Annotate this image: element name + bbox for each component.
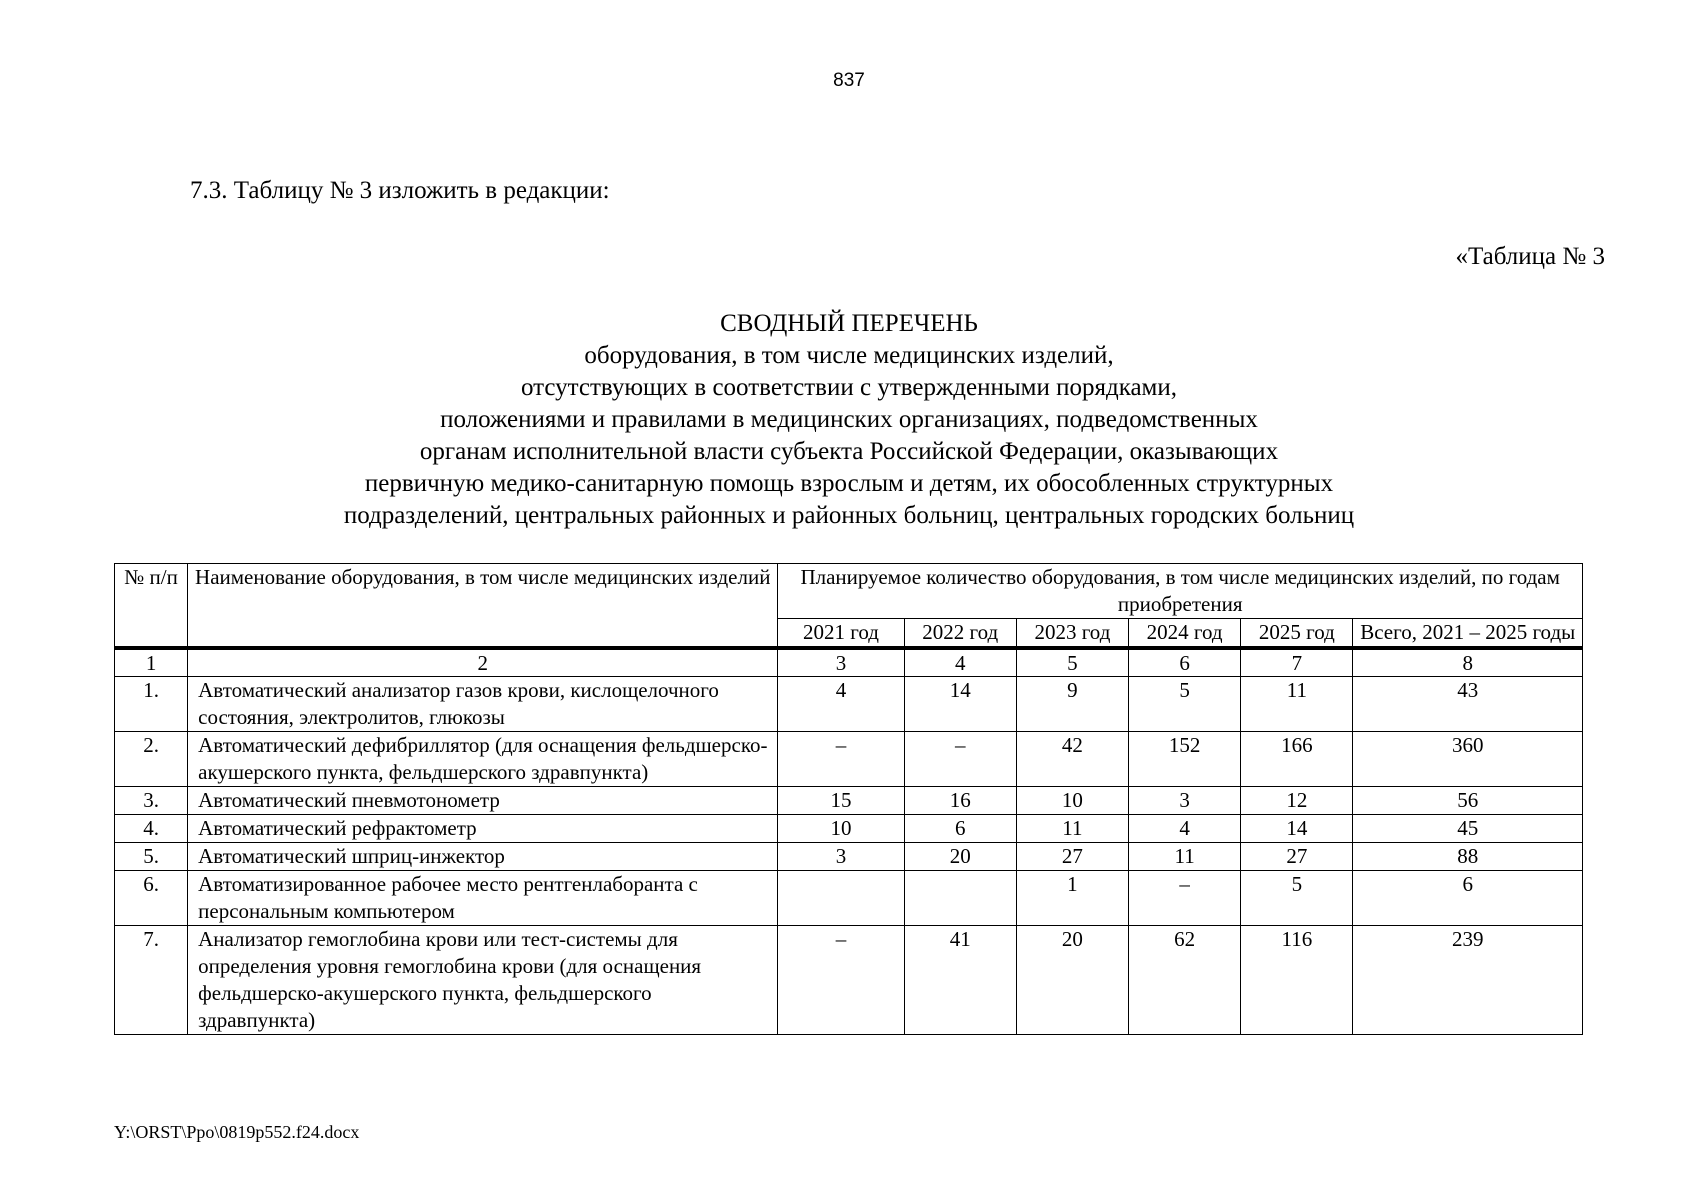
header-year: 2021 год — [778, 619, 904, 649]
header-year: 2024 год — [1129, 619, 1241, 649]
header-name: Наименование оборудования, в том числе медицинских изделий — [188, 564, 778, 649]
row-total: 360 — [1353, 732, 1583, 787]
column-number: 3 — [778, 648, 904, 677]
column-number: 7 — [1241, 648, 1353, 677]
row-value-2023: 42 — [1016, 732, 1128, 787]
intro-paragraph: 7.3. Таблицу № 3 изложить в редакции: — [190, 177, 610, 204]
table-row — [115, 843, 1583, 871]
document-title — [0, 308, 1698, 532]
row-name: Анализатор гемоглобина крови или тест-системы для определения уровня гемоглобина крови (для оснащения фельдшерско-акушерского пункта, фельдшерского здравпункта) — [188, 926, 778, 1035]
column-number: 4 — [904, 648, 1016, 677]
row-value-2025: 5 — [1241, 871, 1353, 926]
row-value-2023: 10 — [1016, 787, 1128, 815]
header-no: № п/п — [115, 564, 188, 649]
row-value-2025: 116 — [1241, 926, 1353, 1035]
row-total: 43 — [1353, 677, 1583, 732]
title-line: первичную медико-санитарную помощь взрослым и детям, их обособленных структурных — [364, 470, 1334, 497]
row-value-2021: – — [778, 926, 904, 1035]
row-value-2023: 11 — [1016, 815, 1128, 843]
column-number: 6 — [1129, 648, 1241, 677]
table-row — [115, 871, 1583, 926]
row-no: 5. — [115, 843, 188, 871]
row-value-2024: 152 — [1129, 732, 1241, 787]
row-total: 6 — [1353, 871, 1583, 926]
table-row — [115, 787, 1583, 815]
table-row — [115, 926, 1583, 1035]
row-value-2022: 6 — [904, 815, 1016, 843]
row-value-2021: 15 — [778, 787, 904, 815]
header-planned: Планируемое количество оборудования, в том числе медицинских изделий, по годам приобретения — [778, 564, 1583, 619]
row-value-2023: 1 — [1016, 871, 1128, 926]
row-value-2022: 41 — [904, 926, 1016, 1035]
row-value-2021 — [778, 871, 904, 926]
row-value-2024: 5 — [1129, 677, 1241, 732]
row-value-2021: – — [778, 732, 904, 787]
title-line: отсутствующих в соответствии с утвержденными порядками, — [520, 374, 1178, 401]
row-value-2022: – — [904, 732, 1016, 787]
row-total: 88 — [1353, 843, 1583, 871]
row-value-2024: 3 — [1129, 787, 1241, 815]
row-value-2021: 10 — [778, 815, 904, 843]
row-value-2022 — [904, 871, 1016, 926]
column-number: 2 — [188, 648, 778, 677]
row-value-2023: 20 — [1016, 926, 1128, 1035]
row-value-2024: 11 — [1129, 843, 1241, 871]
table-row — [115, 732, 1583, 787]
row-value-2021: 4 — [778, 677, 904, 732]
row-total: 45 — [1353, 815, 1583, 843]
column-numbers-row — [115, 648, 1583, 677]
header-year: 2022 год — [904, 619, 1016, 649]
row-value-2025: 12 — [1241, 787, 1353, 815]
title-line: оборудования, в том числе медицинских изделий, — [584, 342, 1114, 369]
table-caption: «Таблица № 3 — [1455, 243, 1605, 270]
footer-file-path: Y:\ORST\Ppo\0819p552.f24.docx — [114, 1122, 360, 1142]
row-value-2024: 62 — [1129, 926, 1241, 1035]
row-name: Автоматический дефибриллятор (для оснащения фельдшерско-акушерского пункта, фельдшерского здравпункта) — [188, 732, 778, 787]
column-number: 5 — [1016, 648, 1128, 677]
table-row — [115, 815, 1583, 843]
row-value-2022: 20 — [904, 843, 1016, 871]
row-name: Автоматический пневмотонометр — [188, 787, 778, 815]
equipment-table — [114, 563, 1583, 1035]
row-total: 239 — [1353, 926, 1583, 1035]
title-heading: СВОДНЫЙ ПЕРЕЧЕНЬ — [720, 310, 978, 337]
row-value-2025: 27 — [1241, 843, 1353, 871]
table-row — [115, 677, 1583, 732]
row-no: 2. — [115, 732, 188, 787]
row-no: 3. — [115, 787, 188, 815]
row-value-2023: 27 — [1016, 843, 1128, 871]
row-value-2025: 11 — [1241, 677, 1353, 732]
row-value-2022: 14 — [904, 677, 1016, 732]
row-name: Автоматический рефрактометр — [188, 815, 778, 843]
page-number: 837 — [833, 70, 865, 91]
row-name: Автоматизированное рабочее место рентгенлаборанта с персональным компьютером — [188, 871, 778, 926]
title-line: органам исполнительной власти субъекта Российской Федерации, оказывающих — [419, 438, 1279, 465]
row-total: 56 — [1353, 787, 1583, 815]
row-no: 7. — [115, 926, 188, 1035]
row-value-2024: – — [1129, 871, 1241, 926]
title-line: подразделений, центральных районных и районных больниц, центральных городских больниц — [343, 502, 1355, 529]
column-number: 1 — [115, 648, 188, 677]
header-year: 2025 год — [1241, 619, 1353, 649]
row-value-2025: 14 — [1241, 815, 1353, 843]
column-number: 8 — [1353, 648, 1583, 677]
header-year: 2023 год — [1016, 619, 1128, 649]
row-value-2025: 166 — [1241, 732, 1353, 787]
row-value-2022: 16 — [904, 787, 1016, 815]
row-value-2024: 4 — [1129, 815, 1241, 843]
title-line: положениями и правилами в медицинских организациях, подведомственных — [440, 406, 1258, 433]
row-no: 1. — [115, 677, 188, 732]
row-value-2023: 9 — [1016, 677, 1128, 732]
row-no: 6. — [115, 871, 188, 926]
row-name: Автоматический шприц-инжектор — [188, 843, 778, 871]
row-name: Автоматический анализатор газов крови, кислощелочного состояния, электролитов, глюкозы — [188, 677, 778, 732]
header-total: Всего, 2021 – 2025 годы — [1353, 619, 1583, 649]
row-value-2021: 3 — [778, 843, 904, 871]
row-no: 4. — [115, 815, 188, 843]
